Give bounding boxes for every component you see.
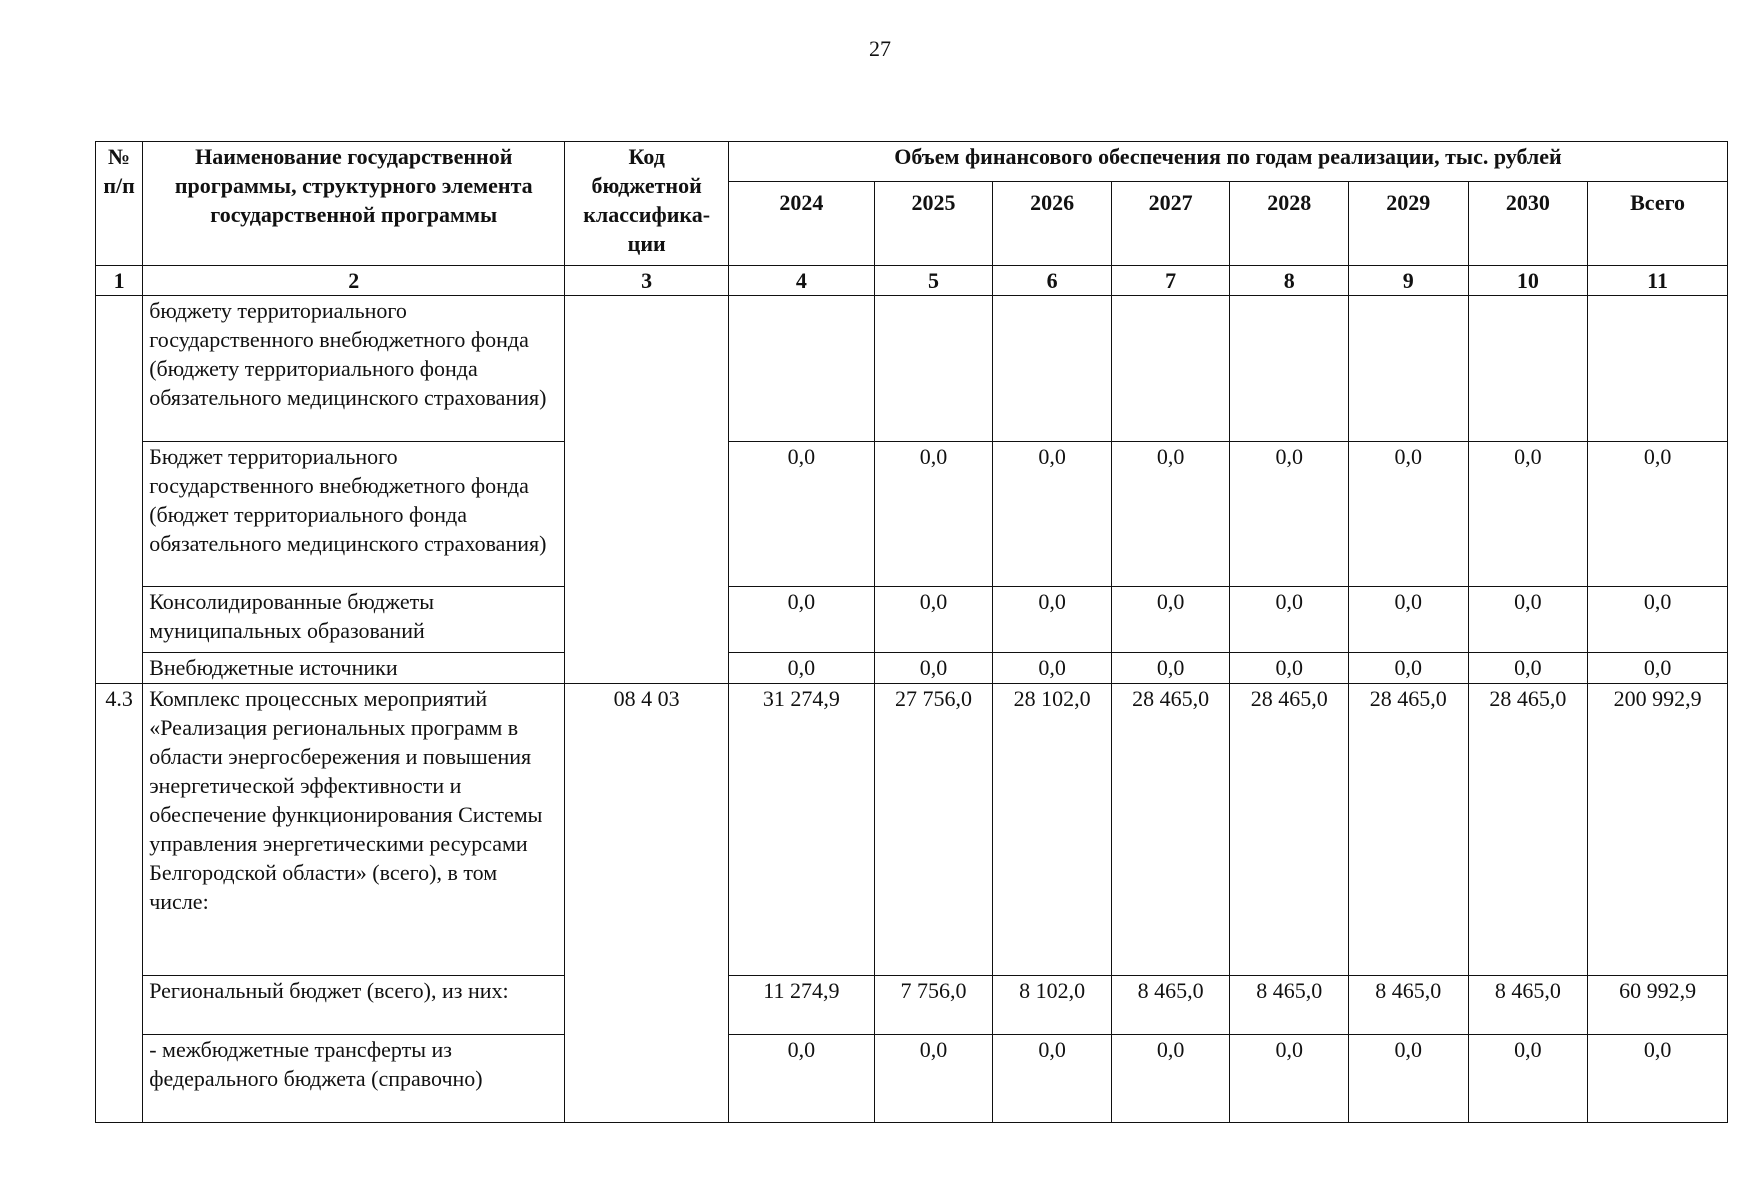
column-number: 7 bbox=[1111, 266, 1230, 296]
header-year: 2027 bbox=[1111, 182, 1230, 266]
row-name: Внебюджетные источники bbox=[143, 653, 565, 684]
column-number: 5 bbox=[874, 266, 993, 296]
row-code: 08 4 03 bbox=[565, 684, 729, 1123]
header-total: Всего bbox=[1588, 182, 1728, 266]
table-row bbox=[96, 587, 1728, 653]
header-row bbox=[96, 142, 1728, 182]
value-cell: 0,0 bbox=[1349, 653, 1469, 684]
value-cell: 0,0 bbox=[874, 1035, 993, 1123]
column-number: 10 bbox=[1468, 266, 1588, 296]
value-cell: 0,0 bbox=[1111, 1035, 1230, 1123]
value-cell: 0,0 bbox=[1588, 587, 1728, 653]
table-row bbox=[96, 684, 1728, 976]
value-cell: 0,0 bbox=[993, 442, 1112, 587]
table-row bbox=[96, 442, 1728, 587]
value-cell: 0,0 bbox=[729, 653, 875, 684]
value-cell: 0,0 bbox=[1111, 442, 1230, 587]
value-cell: 0,0 bbox=[1468, 653, 1588, 684]
header-year: 2025 bbox=[874, 182, 993, 266]
row-num: 4.3 bbox=[96, 684, 143, 1123]
value-cell: 0,0 bbox=[874, 653, 993, 684]
value-cell: 0,0 bbox=[729, 442, 875, 587]
value-cell: 0,0 bbox=[993, 587, 1112, 653]
value-cell: 8 465,0 bbox=[1111, 976, 1230, 1035]
value-cell: 0,0 bbox=[993, 653, 1112, 684]
value-cell: 8 102,0 bbox=[993, 976, 1112, 1035]
column-number: 6 bbox=[993, 266, 1112, 296]
value-cell: 0,0 bbox=[1349, 1035, 1469, 1123]
value-cell: 8 465,0 bbox=[1230, 976, 1349, 1035]
value-cell: 0,0 bbox=[1468, 587, 1588, 653]
column-number: 2 bbox=[143, 266, 565, 296]
value-cell bbox=[1230, 296, 1349, 442]
header-year: 2028 bbox=[1230, 182, 1349, 266]
value-cell: 0,0 bbox=[993, 1035, 1112, 1123]
header-year: 2024 bbox=[729, 182, 875, 266]
value-cell: 0,0 bbox=[729, 1035, 875, 1123]
value-cell: 0,0 bbox=[1588, 1035, 1728, 1123]
header-name: Наименование государственной программы, структурного элемента государственной программы bbox=[143, 142, 565, 266]
row-code bbox=[565, 296, 729, 684]
header-code: Код бюджетной классифика-ции bbox=[565, 142, 729, 266]
value-cell bbox=[874, 296, 993, 442]
value-cell: 28 102,0 bbox=[993, 684, 1112, 976]
value-cell: 7 756,0 bbox=[874, 976, 993, 1035]
value-cell: 0,0 bbox=[1230, 587, 1349, 653]
value-cell: 0,0 bbox=[1588, 653, 1728, 684]
value-cell bbox=[1588, 296, 1728, 442]
value-cell: 60 992,9 bbox=[1588, 976, 1728, 1035]
row-num bbox=[96, 296, 143, 684]
column-number: 3 bbox=[565, 266, 729, 296]
value-cell: 0,0 bbox=[1111, 587, 1230, 653]
header-volume: Объем финансового обеспечения по годам реализации, тыс. рублей bbox=[729, 142, 1728, 182]
value-cell: 28 465,0 bbox=[1111, 684, 1230, 976]
value-cell: 27 756,0 bbox=[874, 684, 993, 976]
value-cell: 11 274,9 bbox=[729, 976, 875, 1035]
value-cell: 28 465,0 bbox=[1230, 684, 1349, 976]
financing-table bbox=[95, 141, 1728, 1123]
column-number-row bbox=[96, 266, 1728, 296]
value-cell: 8 465,0 bbox=[1349, 976, 1469, 1035]
value-cell: 0,0 bbox=[1111, 653, 1230, 684]
header-year: 2029 bbox=[1349, 182, 1469, 266]
column-number: 4 bbox=[729, 266, 875, 296]
value-cell: 28 465,0 bbox=[1468, 684, 1588, 976]
header-num: № п/п bbox=[96, 142, 143, 266]
value-cell bbox=[993, 296, 1112, 442]
header-year: 2030 bbox=[1468, 182, 1588, 266]
value-cell: 0,0 bbox=[1588, 442, 1728, 587]
value-cell: 8 465,0 bbox=[1468, 976, 1588, 1035]
table-row bbox=[96, 976, 1728, 1035]
row-name: бюджету территориального государственного внебюджетного фонда (бюджету территориального фонда обязательного медицинского страхования) bbox=[143, 296, 565, 442]
table-row bbox=[96, 296, 1728, 442]
column-number: 9 bbox=[1349, 266, 1469, 296]
table-row bbox=[96, 653, 1728, 684]
value-cell bbox=[729, 296, 875, 442]
value-cell: 0,0 bbox=[1230, 653, 1349, 684]
value-cell: 0,0 bbox=[1349, 442, 1469, 587]
header-year: 2026 bbox=[993, 182, 1112, 266]
value-cell: 0,0 bbox=[1349, 587, 1469, 653]
value-cell: 0,0 bbox=[874, 442, 993, 587]
page-number: 27 bbox=[869, 36, 891, 61]
value-cell: 0,0 bbox=[874, 587, 993, 653]
value-cell: 0,0 bbox=[1468, 1035, 1588, 1123]
value-cell: 0,0 bbox=[729, 587, 875, 653]
value-cell bbox=[1111, 296, 1230, 442]
value-cell bbox=[1468, 296, 1588, 442]
column-number: 8 bbox=[1230, 266, 1349, 296]
column-number: 11 bbox=[1588, 266, 1728, 296]
row-name: - межбюджетные трансферты из федерального бюджета (справочно) bbox=[143, 1035, 565, 1123]
value-cell: 200 992,9 bbox=[1588, 684, 1728, 976]
value-cell: 28 465,0 bbox=[1349, 684, 1469, 976]
value-cell bbox=[1349, 296, 1469, 442]
row-name: Региональный бюджет (всего), из них: bbox=[143, 976, 565, 1035]
table-row bbox=[96, 1035, 1728, 1123]
row-name: Консолидированные бюджеты муниципальных образований bbox=[143, 587, 565, 653]
value-cell: 0,0 bbox=[1468, 442, 1588, 587]
value-cell: 0,0 bbox=[1230, 1035, 1349, 1123]
row-name: Комплекс процессных мероприятий «Реализация региональных программ в области энергосбережения и повышения энергетической эффективности и обеспечение функционирования Системы управления энергетическими ресурсами Белгородской области» (всего), в том числе: bbox=[143, 684, 565, 976]
row-name: Бюджет территориального государственного внебюджетного фонда (бюджет территориального фонда обязательного медицинского страхования) bbox=[143, 442, 565, 587]
value-cell: 0,0 bbox=[1230, 442, 1349, 587]
value-cell: 31 274,9 bbox=[729, 684, 875, 976]
column-number: 1 bbox=[96, 266, 143, 296]
